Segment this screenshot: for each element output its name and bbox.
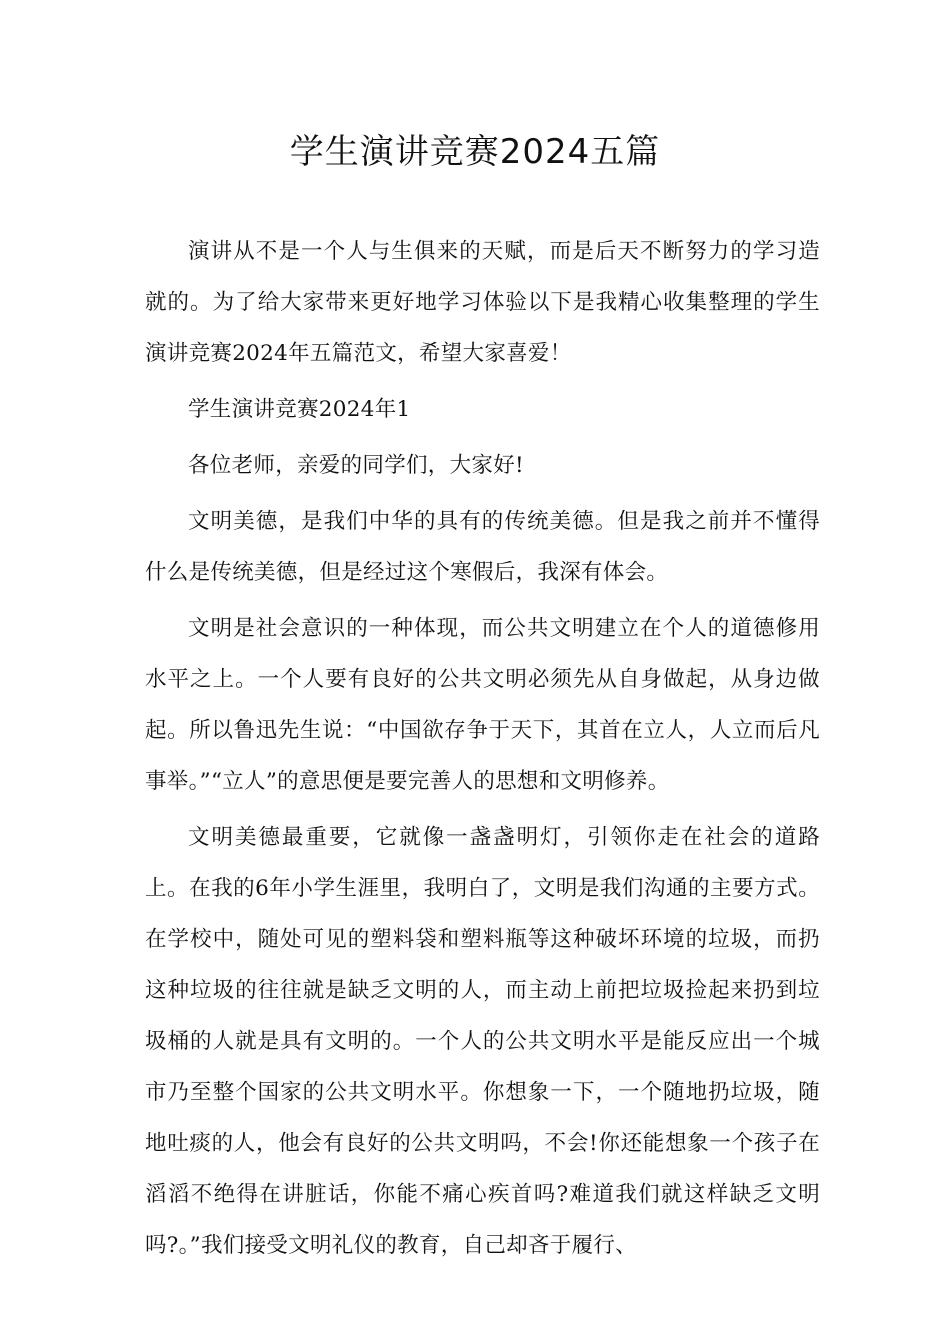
body-paragraph: 文明美德，是我们中华的具有的传统美德。但是我之前并不懂得什么是传统美德，但是经过这个寒假后，我深有体会。 <box>145 509 820 585</box>
body-paragraph: 文明是社会意识的一种体现，而公共文明建立在个人的道德修用水平之上。一个人要有良好的公共文明必须先从自身做起，从身边做起。所以鲁迅先生说：“中国欲存争于天下，其首在立人，人立而后凡事举。”“立人”的意思便是要完善人的思想和文明修养。 <box>145 616 820 794</box>
section-heading: 学生演讲竞赛2024年1 <box>188 397 411 422</box>
document-title: 学生演讲竞赛2024五篇 <box>289 132 661 172</box>
intro-paragraph: 演讲从不是一个人与生俱来的天赋，而是后天不断努力的学习造就的。为了给大家带来更好地学习体验以下是我精心收集整理的学生演讲竞赛2024年五篇范文，希望大家喜爱！ <box>145 239 820 366</box>
body-paragraph: 文明美德最重要，它就像一盏盏明灯，引领你走在社会的道路上。在我的6年小学生涯里，我明白了，文明是我们沟通的主要方式。在学校中，随处可见的塑料袋和塑料瓶等这种破坏环境的垃圾，而扔这种垃圾的往往就是缺乏文明的人，而主动上前把垃圾捡起来扔到垃圾桶的人就是具有文明的。一个人的公共文明水平是能反应出一个城市乃至整个国家的公共文明水平。你想象一下，一个随地扔垃圾，随地吐痰的人，他会有良好的公共文明吗，不会!你还能想象一个孩子在滔滔不绝得在讲脏话，你能不痛心疾首吗?难道我们就这样缺乏文明吗?。”我们接受文明礼仪的教育，自己却吝于履行、 <box>145 825 820 1258</box>
greeting-paragraph: 各位老师，亲爱的同学们，大家好! <box>188 453 524 478</box>
document-body <box>145 226 820 1276</box>
